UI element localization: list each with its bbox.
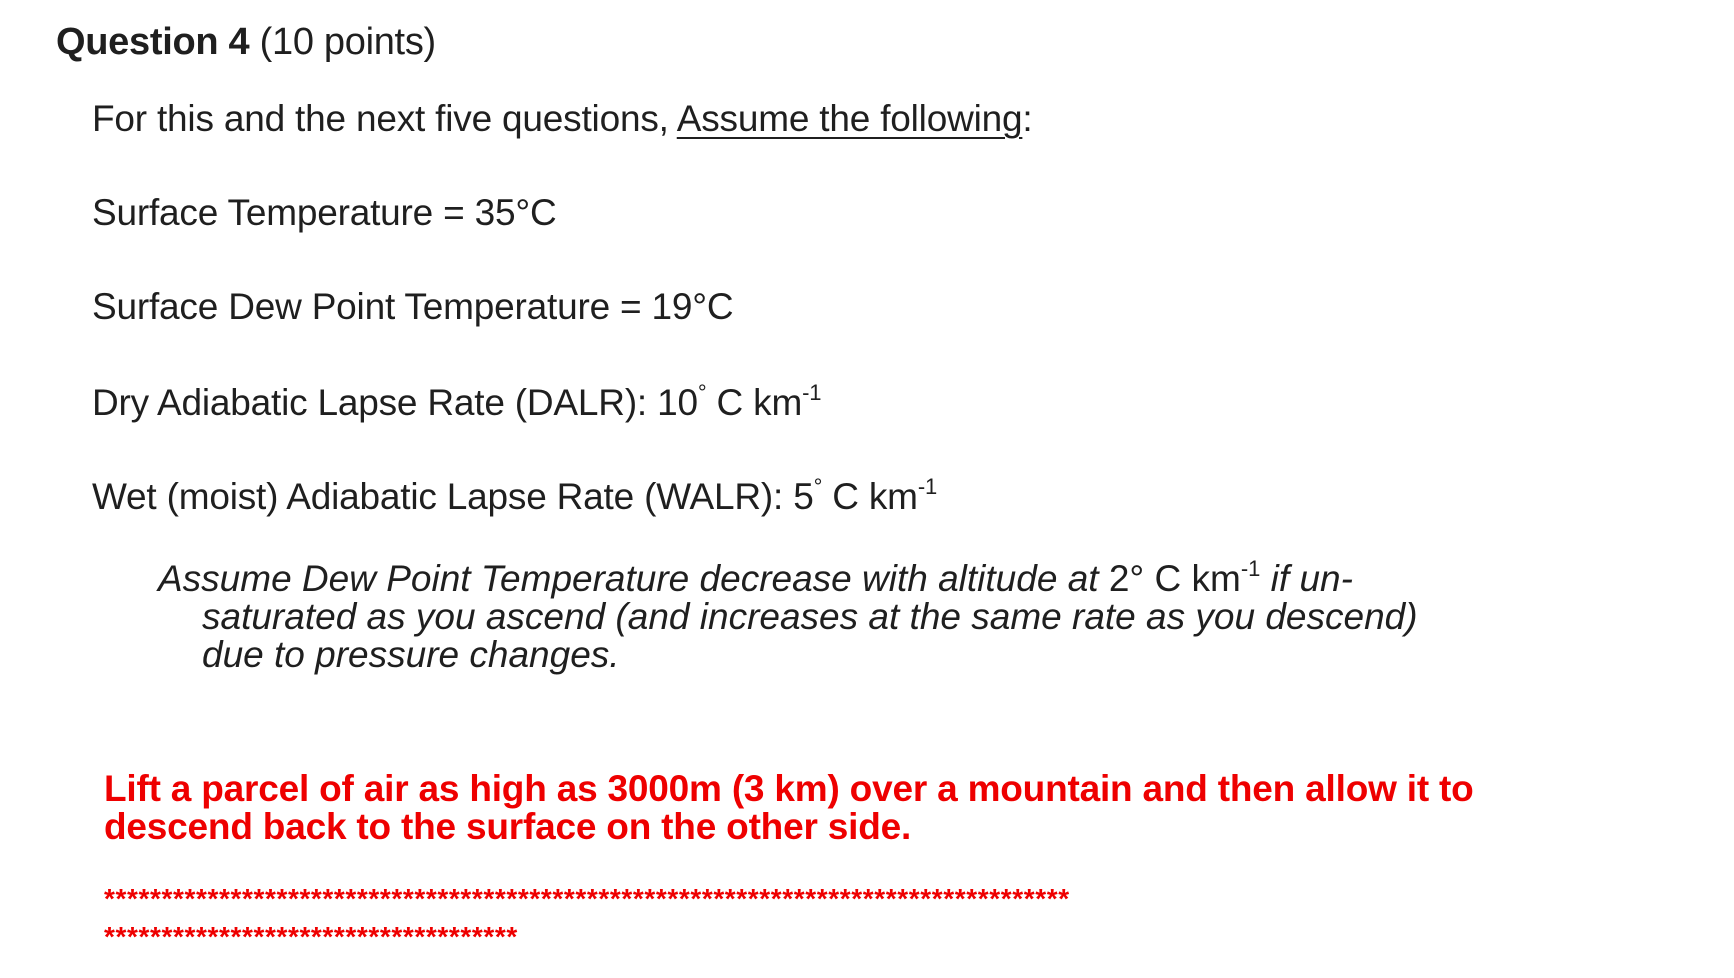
asterisk-separator-row-1: ************************************************************************************ [104, 884, 1070, 914]
walr-degree: ° [813, 473, 823, 499]
note-row-1-tail: if un- [1260, 558, 1353, 599]
walr-label: Wet (moist) Adiabatic Lapse Rate (WALR): 5 [92, 476, 814, 517]
dew-point-assumption-note [158, 555, 1458, 675]
walr-exponent: -1 [917, 473, 937, 499]
dalr-degree: ° [697, 379, 707, 405]
note-row-1-exponent: -1 [1240, 555, 1261, 581]
asterisk-separator-row-2: ************************************ [104, 922, 518, 952]
intro-underlined: Assume the following [676, 98, 1023, 139]
note-row-3 [158, 636, 1458, 674]
dew-point-line: Surface Dew Point Temperature = 19°C [92, 286, 734, 327]
dalr-unit: C km [706, 382, 803, 423]
note-row-1 [158, 555, 1458, 599]
surface-temperature-line: Surface Temperature = 35°C [92, 192, 557, 233]
intro-line [92, 96, 1032, 142]
intro-prefix: For this and the next five questions, [92, 98, 677, 139]
instruction-row-2: descend back to the surface on the other side. [104, 806, 912, 847]
note-row-3-italic: due to pressure [202, 634, 460, 675]
question-title [56, 18, 436, 66]
walr-unit: C km [822, 476, 918, 517]
note-row-1-value: 2° C km [1108, 558, 1241, 599]
dalr-label: Dry Adiabatic Lapse Rate (DALR): 10 [92, 382, 698, 423]
note-row-2: saturated as you ascend (and increases at the same rate as you descend) [202, 596, 1418, 637]
walr-line [92, 474, 937, 520]
lift-parcel-instruction [104, 770, 1524, 846]
note-row-1-italic: Assume Dew Point Temperature decrease with altitude at [158, 558, 1109, 599]
intro-suffix: : [1022, 98, 1033, 139]
dalr-line [92, 380, 821, 426]
note-row-3-tail: changes. [459, 634, 620, 675]
instruction-row-1: Lift a parcel of air as high as 3000m (3 km) over a mountain and then allow it to [104, 768, 1474, 809]
question-points: (10 points) [249, 21, 436, 63]
question-number: Question 4 [56, 21, 250, 63]
dalr-exponent: -1 [802, 379, 822, 405]
